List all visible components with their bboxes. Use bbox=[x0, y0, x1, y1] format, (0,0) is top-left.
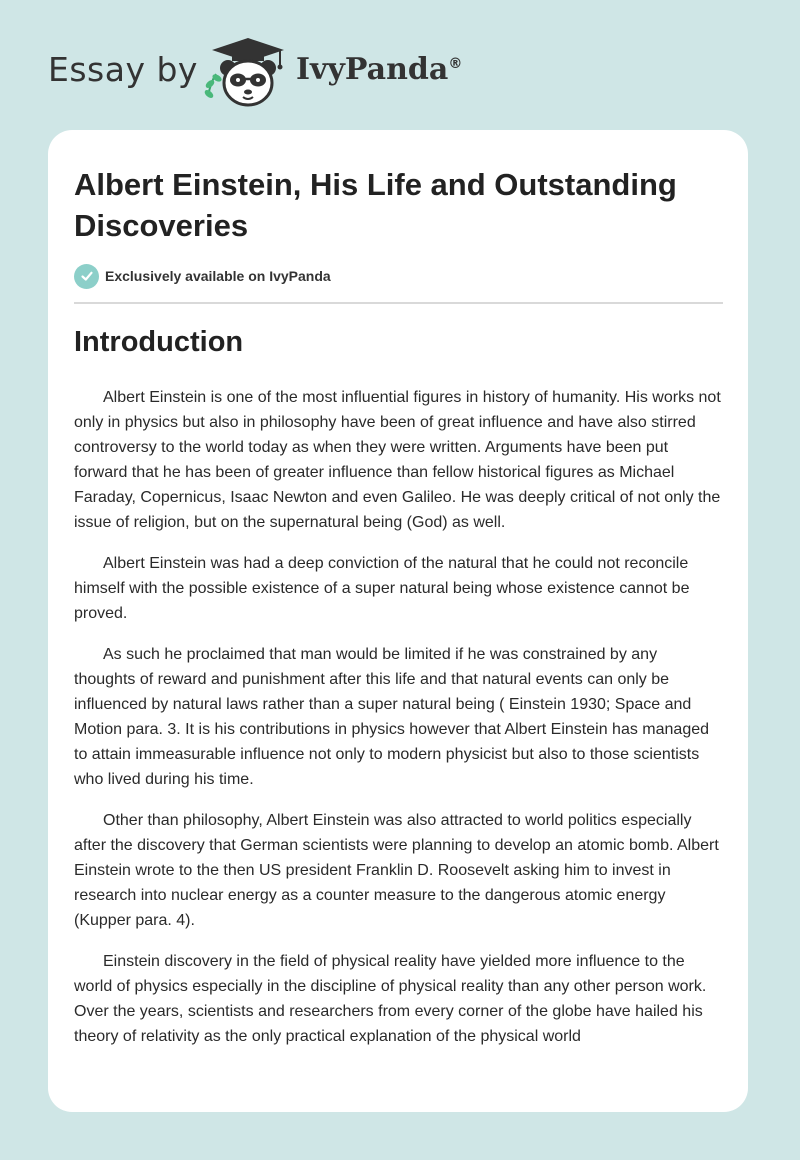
brand-name: IvyPanda bbox=[296, 52, 449, 87]
registered-mark: ® bbox=[448, 56, 463, 72]
paragraph-4: Other than philosophy, Albert Einstein was also attracted to world politics especially after the discovery that German scientists were planning to develop an atomic bomb. Albert Einstein wrote to the then US president Franklin D. Roosevelt asking him to invest in research into nuclear energy as a counter measure to the dangerous atomic energy (Kupper para. 4). bbox=[74, 812, 719, 929]
page-title: Albert Einstein, His Life and Outstanding Discoveries bbox=[74, 167, 677, 243]
site-header bbox=[0, 0, 800, 130]
essay-by-label: Essay by bbox=[48, 50, 198, 89]
paragraph-3: As such he proclaimed that man would be limited if he was constrained by any thoughts of reward and punishment after this life and that natural events can only be influenced by natural laws rather than a super natural being ( Einstein 1930; Space and Motion para. 3. It is his contributions in physics however that Albert Einstein has managed to attain immeasurable influence not only to modern physicist but also to those scientists who lived during his time. bbox=[74, 646, 710, 788]
essay-card bbox=[48, 130, 748, 1112]
panda-graduate-icon[interactable] bbox=[200, 36, 292, 108]
paragraph-5: Einstein discovery in the field of physical reality have yielded more influence to the world of physics especially in the discipline of physical reality than any other person work. Over the years, scientists and researchers from every corner of the globe have hailed his theory of relativity as the only practical explanation of the physical world bbox=[74, 953, 707, 1045]
divider bbox=[74, 302, 723, 304]
paragraph-2: Albert Einstein was had a deep conviction of the natural that he could not reconcile himself with the possible existence of a super natural being whose existence cannot be proved. bbox=[74, 555, 690, 622]
paragraph-1: Albert Einstein is one of the most influential figures in history of humanity. His works not only in physics but also in philosophy have been of great influence and have also stirred controversy to the world today as when they were written. Arguments have been put forward that he has been of greater influence than fellow historical figures as Michael Faraday, Copernicus, Isaac Newton and even Galileo. He was deeply critical of not only the issue of religion, but on the supernatural being (God) as well. bbox=[74, 389, 721, 531]
essay-body bbox=[74, 385, 722, 1065]
check-circle-icon bbox=[74, 264, 99, 289]
ivypanda-wordmark[interactable] bbox=[296, 52, 462, 87]
exclusive-badge bbox=[74, 263, 331, 289]
exclusive-badge-label: Exclusively available on IvyPanda bbox=[105, 268, 331, 284]
section-heading: Introduction bbox=[74, 326, 244, 358]
